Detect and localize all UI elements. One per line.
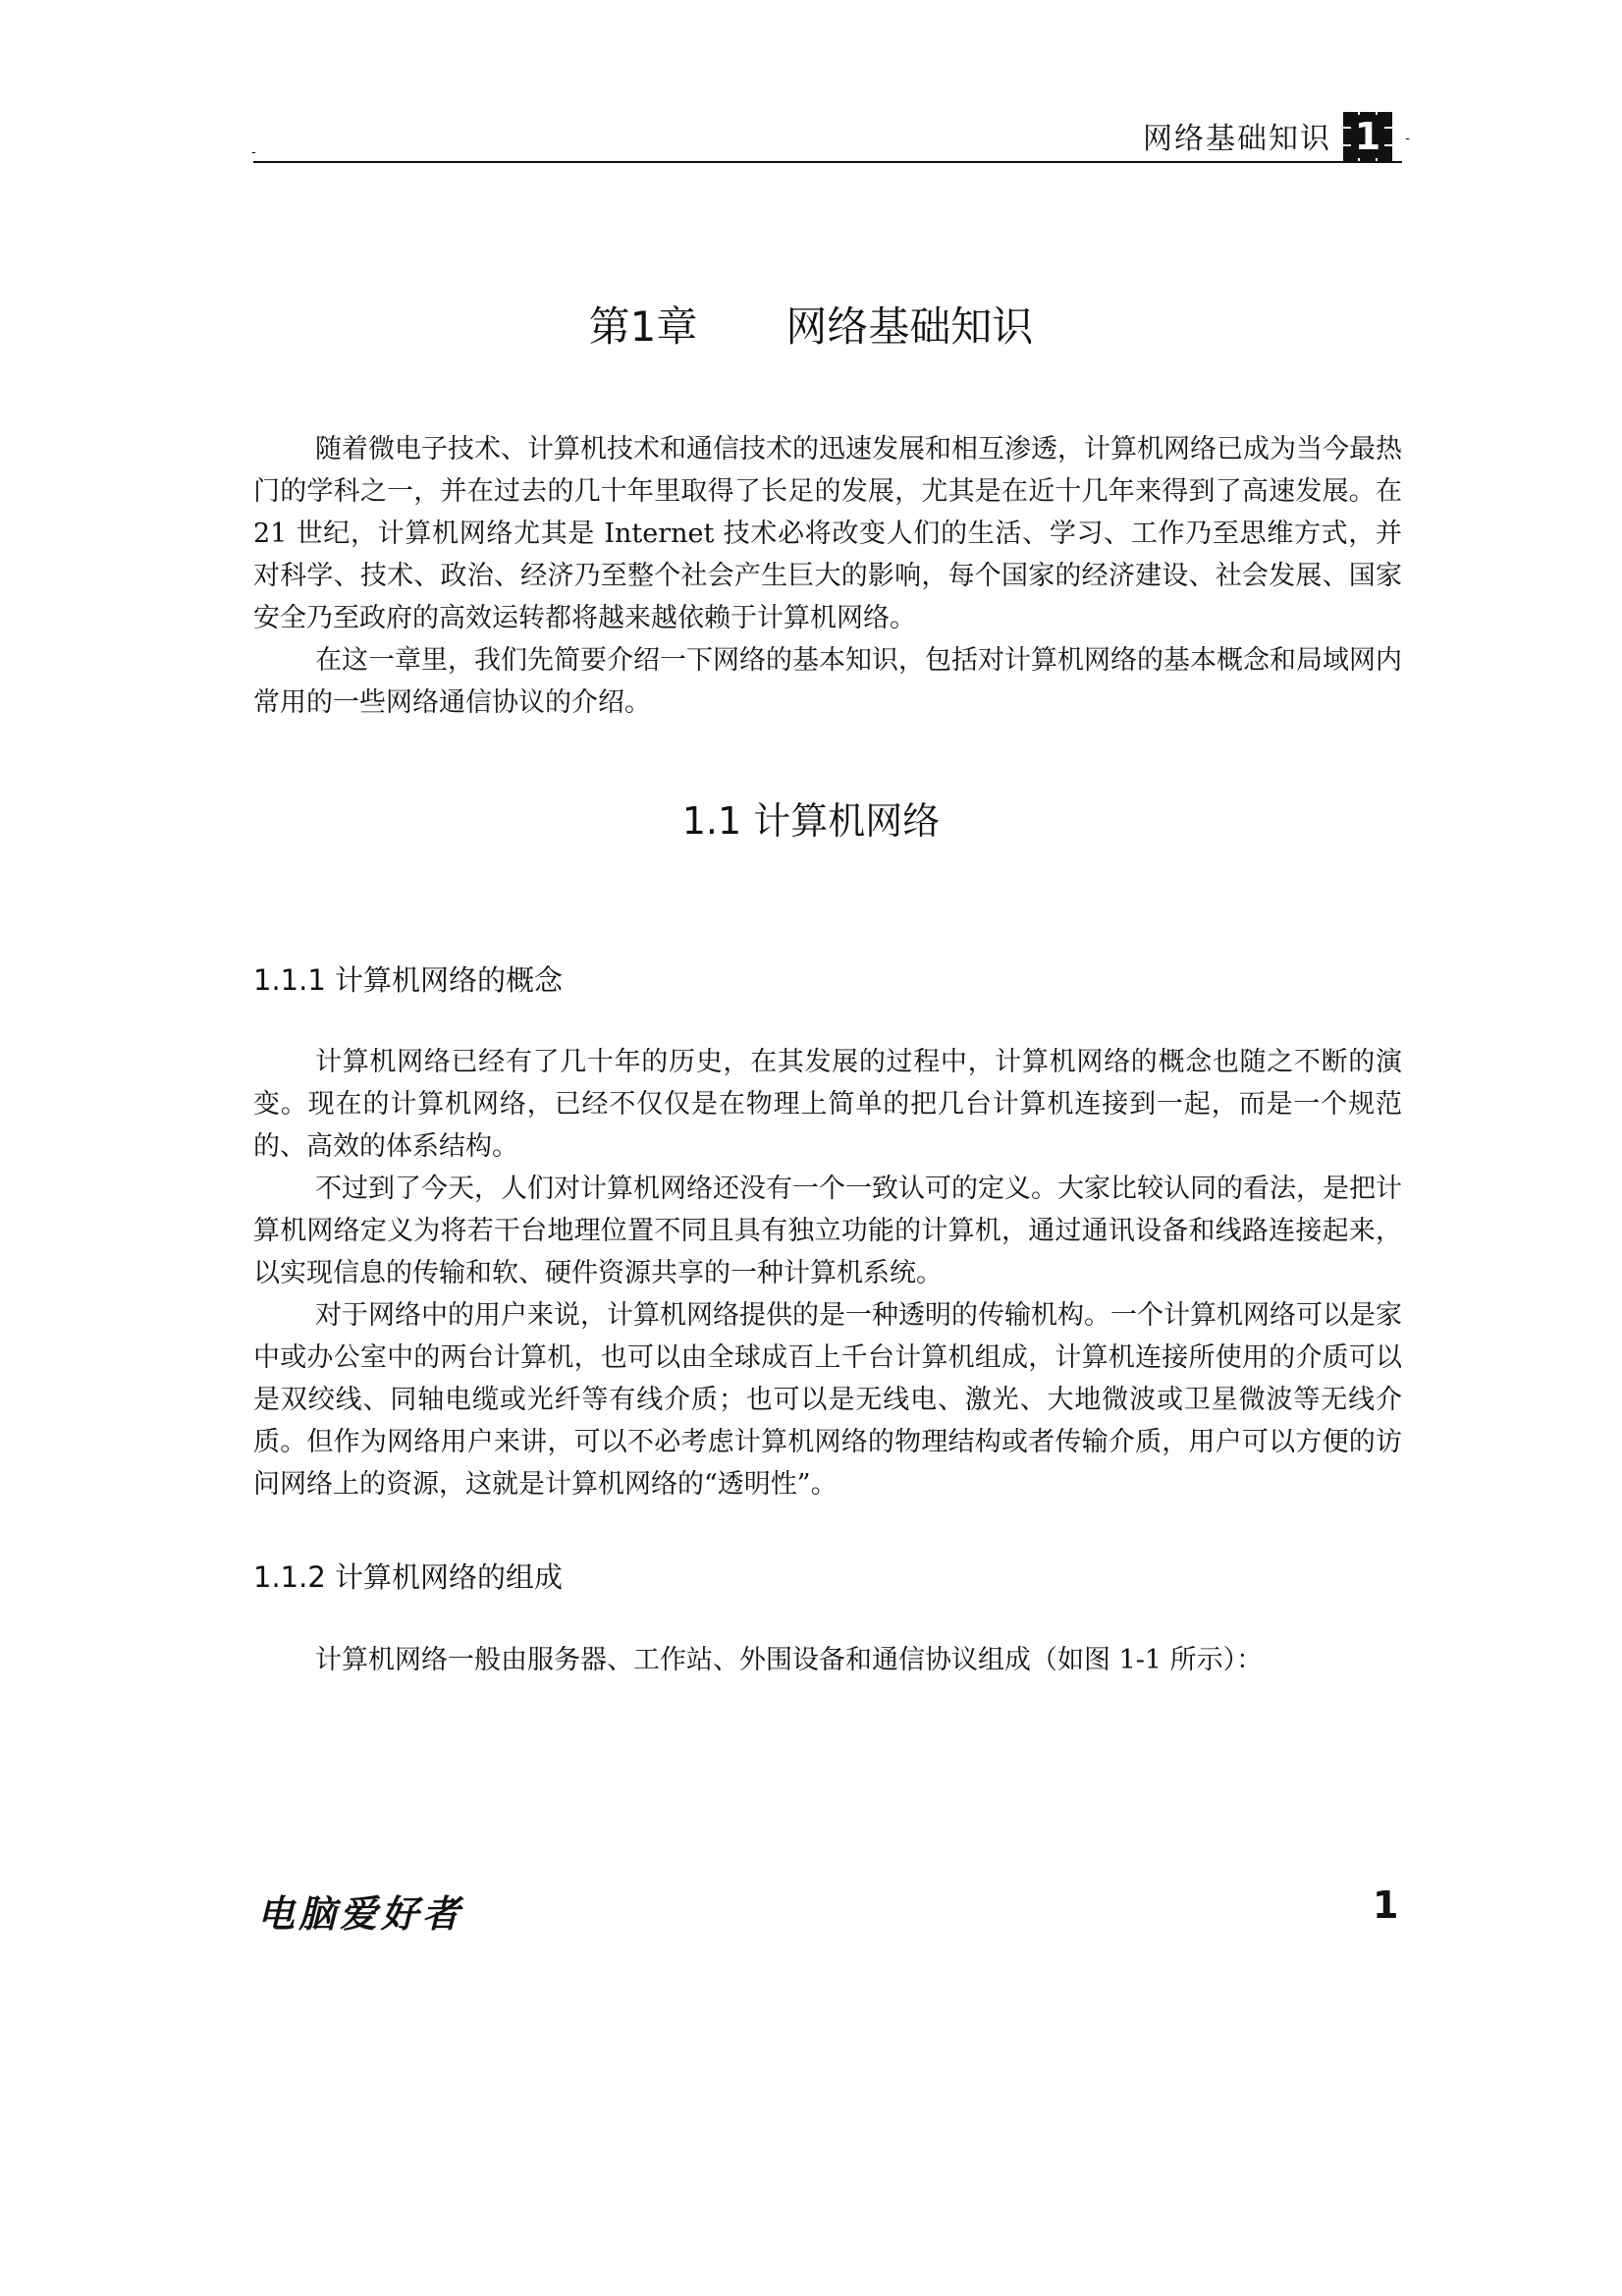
header-left-mark: - (251, 144, 256, 160)
subsection-title-1: 1.1.1 计算机网络的概念 (253, 963, 564, 997)
intro-paragraph-2: 在这一章里，我们先简要介绍一下网络的基本知识，包括对计算机网络的基本概念和局域网内常用的一些网络通信协议的介绍。 (253, 645, 1402, 718)
footer-brand-logo: 电脑爱好者 (257, 1891, 464, 1936)
subsection-title-2: 1.1.2 计算机网络的组成 (253, 1560, 564, 1594)
chapter-number-text: 1 (1351, 115, 1384, 158)
page-number: 1 (1373, 1884, 1399, 1927)
chapter-number-badge (1343, 112, 1392, 161)
header-running-title: 网络基础知识 (1143, 122, 1331, 156)
chapter-title (0, 295, 1622, 354)
section-title: 1.1 计算机网络 (681, 799, 941, 843)
chapter-title-text: 网络基础知识 (785, 302, 1034, 351)
running-header (251, 110, 1410, 169)
subsection2-paragraph-1: 计算机网络一般由服务器、工作站、外围设备和通信协议组成（如图 1-1 所示）： (315, 1645, 1264, 1675)
header-rule (253, 161, 1402, 163)
intro-paragraph-1: 随着微电子技术、计算机技术和通信技术的迅速发展和相互渗透，计算机网络已成为当今最热门的学科之一，并在过去的几十年里取得了长足的发展，尤其是在近十几年来得到了高速发展。在 21 世纪，计算机网络尤其是 Internet 技术必将改变人们的生活、学习、工作乃至思维方式，并对科学、技术、政治、经济乃至整个社会产生巨大的影响，每个国家的经济建设、社会发展、国家安全乃至政府的高效运转都将越来越依赖于计算机网络。 (253, 434, 1402, 633)
header-right-mark: - (1405, 131, 1410, 146)
subsection1-paragraph-1: 计算机网络已经有了几十年的历史，在其发展的过程中，计算机网络的概念也随之不断的演变。现在的计算机网络，已经不仅仅是在物理上简单的把几台计算机连接到一起，而是一个规范的、高效的体系结构。 (253, 1047, 1402, 1162)
chapter-number-label: 第1章 (588, 302, 698, 351)
subsection1-paragraph-3: 对于网络中的用户来说，计算机网络提供的是一种透明的传输机构。一个计算机网络可以是家中或办公室中的两台计算机，也可以由全球成百上千台计算机组成，计算机连接所使用的介质可以是双绞线、同轴电缆或光纤等有线介质；也可以是无线电、激光、大地微波或卫星微波等无线介质。但作为网络用户来讲，可以不必考虑计算机网络的物理结构或者传输介质，用户可以方便的访问网络上的资源，这就是计算机网络的“透明性”。 (253, 1300, 1402, 1500)
subsection1-paragraph-2: 不过到了今天，人们对计算机网络还没有一个一致认可的定义。大家比较认同的看法，是把计算机网络定义为将若干台地理位置不同且具有独立功能的计算机，通过通讯设备和线路连接起来，以实现信息的传输和软、硬件资源共享的一种计算机系统。 (253, 1174, 1402, 1288)
